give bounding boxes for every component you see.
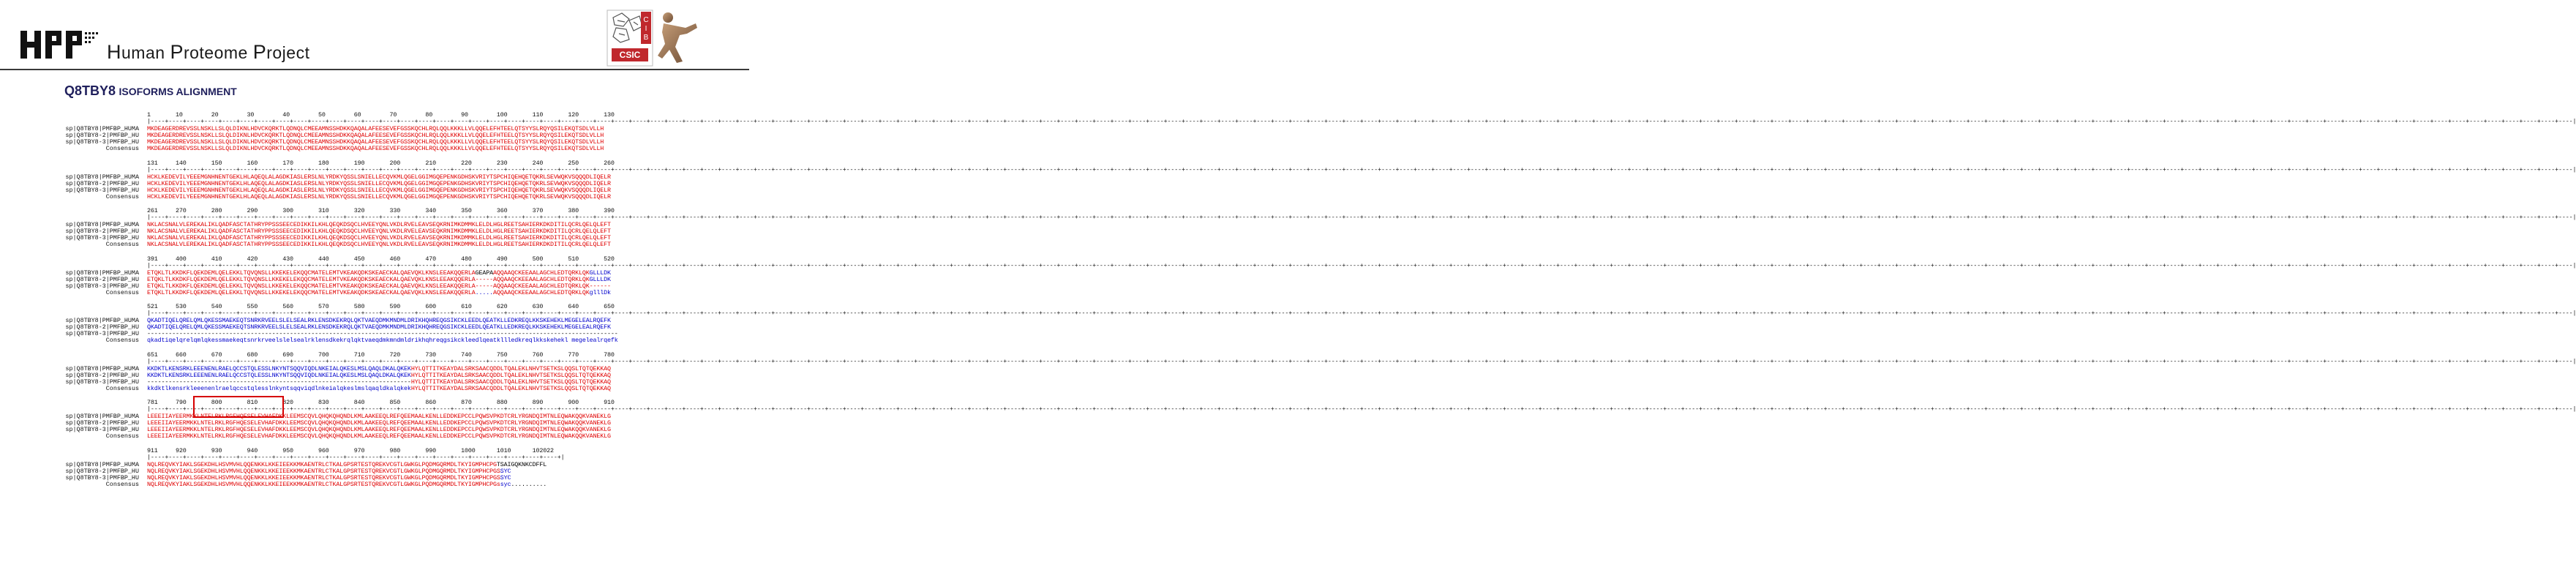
sequence-segment: KKDKTLKENSRKLEEENENLRAELQCCSTQLESSLNKYNTSQQVIQDLNKEIALQKESLMSLQAQLDKALQKEK [147, 371, 411, 379]
sequence-segment: HCKLKEDEVILYEEEMGNHNENTGEKLHLAQEQLALAGDKIASLERSLNLYRDKYQSSLSNIELLECQVKMLQGELGGIMGQEPENKGDHSKVRIYTSPCHIQEHQETQKRLSEVWQKVSQQQDLIQELR [147, 179, 611, 187]
sequence-segment: HYLQTTITKEAYDALSRKSAACQDDLTQALEKLNHVTSETKSLQQSLTQTQEKKAQ [410, 378, 611, 386]
position-ticks: 1 10 20 30 40 50 60 70 80 90 100 110 120 130 [147, 111, 615, 119]
position-ticks: 131 140 150 160 170 180 190 200 210 220 230 240 250 260 [147, 159, 615, 167]
sequence-segment: LEEEIIAYEERMKKLNTELRKLRGFHQESELEVHAFDKKLEEMSCQVLQHQKQHQNDLKMLAAKEEQLREFQEEMAALKENLLEDDKEPCCLPQWSVPKDTCRLYRGNDQIMTNLEQWAKQQKVANEKLG [147, 432, 611, 440]
sequence-segment: kkdktlkensrkleeenenlraelqccstqlesslnkyntsqqviqdlnkeialqkeslmslqaqldkalqkek [147, 384, 411, 392]
sequence-segment: MKDEAGERDREVSSLNSKLLSLQLDIKNLHDVCKQRKTLQDNQLCMEEAMNSSHDKKQAQALAFEESEVEFGSSKQCHLRQLQQLKKKLLVLQQELEFHTEELQTSYYSLRQYQSILEKQTSDLVLLH [147, 132, 604, 139]
sequence-segment: syc [500, 480, 511, 488]
csic-text: CSIC [619, 50, 641, 60]
sequence-segment: NKLACSNALVLEREKALIKLQADFASCTATHRYPPSSSEECEDIKKILKHLQEQKDSQCLHVEEYQNLVKDLRVELEAVSEQKRNIMKDMMKLELDLHGLREETSAHIERKDKDITILQCRLQELQLEFT [147, 234, 611, 241]
alignment-ruler: |----+----+----+----+----+----+----+----+----+----+----+----+----+----+----+----+----+----+----+----+----+----+----+| [147, 453, 565, 461]
alignment-ruler: |----+----+----+----+----+----+----+----+----+----+----+----+----+----+----+----+----+----+----+----+----+----+----+----+----+----+----+----+----+----+----+----+----+----+----+----+----+----+----+----+----+----+----+----+----+----+----+----+----+----+----+----+----+----+----+----+----+----+----+----+----+----+----+----+----+----+----+----+----+----+----+----+----+----+----+----+----+----+----+----+----+----+----+----+----+----+----+----+----+----+----+----+----+----+----+----+----+----+----+----+----+----+----+----+----+----+----+----+----+----+----+----+----+----+----+----+----+----+----+----+----+----+----+----+----+----+----+----+----+----+----+----+----+----+----+----| [147, 261, 2576, 269]
alignment-ruler: |----+----+----+----+----+----+----+----+----+----+----+----+----+----+----+----+----+----+----+----+----+----+----+----+----+----+----+----+----+----+----+----+----+----+----+----+----+----+----+----+----+----+----+----+----+----+----+----+----+----+----+----+----+----+----+----+----+----+----+----+----+----+----+----+----+----+----+----+----+----+----+----+----+----+----+----+----+----+----+----+----+----+----+----+----+----+----+----+----+----+----+----+----+----+----+----+----+----+----+----+----+----+----+----+----+----+----+----+----+----+----+----+----+----+----+----+----+----+----+----+----+----+----+----+----+----+----+----+----+----+----+----+----+----+----+----| [147, 165, 2576, 173]
sequence-name: sp|Q8TBY8|PMFBP_HUMA [65, 269, 139, 277]
sequence-name: sp|Q8TBY8-2|PMFBP_HU [65, 371, 139, 379]
sequence-name: sp|Q8TBY8-2|PMFBP_HU [65, 323, 139, 331]
sequence-segment: NKLACSNALVLEREKALIKLQADFASCTATHRYPPSSSEECEDIKKILKHLQEQKDSQCLHVEEYQNLVKDLRVELEAVSEQKRNIMKDMMKLELDLHGLREETSAHIERKDKDITILQCRLQELQLEFT [147, 241, 611, 248]
sequence-segment: S [496, 473, 500, 482]
position-ticks: 521 530 540 550 560 570 580 590 600 610 620 630 640 650 [147, 303, 615, 310]
consensus-label: Consensus [105, 192, 139, 201]
consensus-label: Consensus [105, 480, 139, 488]
sequence-segment: .......... [511, 480, 547, 488]
sequence-segment: NQLREQVKYIAKLSGEKDHLHSVMVHLQQENKKLKKEIEEKKMKAENTRLCTKALGPSRTESTQREKVCGTLGWKGLPQDMGQRMDLTKYIGMPHCPG [147, 460, 497, 468]
consensus-label: Consensus [105, 384, 139, 392]
position-ticks: 651 660 670 680 690 700 710 720 730 740 750 760 770 780 [147, 351, 615, 359]
cib-letter-c: C [643, 16, 649, 24]
sequence-name: sp|Q8TBY8-3|PMFBP_HU [65, 473, 139, 482]
sequence-segment: qkadtiqelqrelqmlqkessmaekeqtsnrkrveelslelsealrklensdkekrqlqktvaeqdmkmndmldrikhqhreqgsikckleedlqeatkllledkreqlkkskehekl megelealrqefk [147, 337, 618, 344]
sequence-segment: GEAPA [475, 269, 493, 277]
sequence-name: sp|Q8TBY8|PMFBP_HUMA [65, 317, 139, 324]
consensus-label: Consensus [105, 145, 139, 152]
sequence-segment: HCKLKEDEVILYEEEMGNHNENTGEKLHLAQEQLALAGDKIASLERSLNLYRDKYQSSLSNIELLECQVKMLQGELGGIMGQEPENKGDHSKVRIYTSPCHIQEHQETQKRLSEVWQKVSQQQDLIQELR [147, 186, 611, 194]
cib-letter-b: B [643, 34, 649, 42]
highlight-box [193, 396, 284, 418]
sequence-name: sp|Q8TBY8|PMFBP_HUMA [65, 364, 139, 372]
sequence-segment: HYLQTTITKEAYDALSRKSAACQDDLTQALEKLNHVTSETKSLQQSLTQTQEKKAQ [410, 384, 611, 392]
cib-letter-i: I [645, 25, 647, 33]
sequence-name: sp|Q8TBY8-3|PMFBP_HU [65, 330, 139, 337]
sequence-name: sp|Q8TBY8-3|PMFBP_HU [65, 234, 139, 241]
sequence-segment: ETQKLTLKKDKFLQEKDEMLQELEKKLTQVQNSLLKKEKELEKQQCMATELEMTVKEAKQDKSKEAECKALQAEVQKLKNSLEEAKQQERLA [147, 288, 476, 296]
sequence-segment: NQLREQVKYIAKLSGEKDHLHSVMVHLQQENKKLKKEIEEKKMKAENTRLCTKALGPSRTESTQREKVCGTLGWKGLPQDMGQRMDLTKYIGMPHCPG [147, 467, 497, 475]
consensus-sequence [147, 337, 618, 344]
slide-subtitle: ISOFORMS ALIGNMENT [119, 86, 237, 97]
consensus-label: Consensus [105, 337, 139, 344]
sequence-name: sp|Q8TBY8-3|PMFBP_HU [65, 378, 139, 386]
sequence-segment: ETQKLTLKKDKFLQEKDEMLQELEKKLTQVQNSLLKKEKELEKQQCMATELEMTVKEAKQDKSKEAECKALQAEVQKLKNSLEEAKQQERLA-----AQQAAQCKEEAALAGCHLEDTQRKLQK [147, 275, 590, 283]
sequence-name: sp|Q8TBY8|PMFBP_HUMA [65, 221, 139, 228]
sequence-segment: HCKLKEDEVILYEEEMGNHNENTGEKLHLAQEQLALAGDKIASLERSLNLYRDKYQSSLSNIELLECQVKMLQGELGGIMGQEPENKGDHSKVRIYTSPCHIQEHQETQKRLSEVWQKVSQQQDLIQELR [147, 173, 611, 181]
sequence-name: sp|Q8TBY8-2|PMFBP_HU [65, 228, 139, 235]
sequence-segment: HYLQTTITKEAYDALSRKSAACQDDLTQALEKLNHVTSETKSLQQSLTQTQEKKAQ [410, 364, 611, 372]
sequence-segment: NQLREQVKYIAKLSGEKDHLHSVMVHLQQENKKLKKEIEEKKMKAENTRLCTKALGPSRTESTQREKVCGTLGWKGLPQDMGQRMDLTKYIGMPHCPG [147, 480, 497, 488]
position-ticks: 391 400 410 420 430 440 450 460 470 480 490 500 510 520 [147, 255, 615, 263]
sequence-segment: GLLLDK [589, 269, 611, 277]
sequence-segment: s [496, 480, 500, 488]
alignment-ruler: |----+----+----+----+----+----+----+----+----+----+----+----+----+----+----+----+----+----+----+----+----+----+----+----+----+----+----+----+----+----+----+----+----+----+----+----+----+----+----+----+----+----+----+----+----+----+----+----+----+----+----+----+----+----+----+----+----+----+----+----+----+----+----+----+----+----+----+----+----+----+----+----+----+----+----+----+----+----+----+----+----+----+----+----+----+----+----+----+----+----+----+----+----+----+----+----+----+----+----+----+----+----+----+----+----+----+----+----+----+----+----+----+----+----+----+----+----+----+----+----+----+----+----+----+----+----+----+----+----+----+----+----+----+----+----+----| [147, 405, 2576, 413]
consensus-label: Consensus [105, 432, 139, 440]
sequence-segment: AQQAAQCKEEAALAGCHLEDTQRKLQK [492, 269, 590, 277]
sequence-segment: HCKLKEDEVILYEEEMGNHNENTGEKLHLAQEQLALAGDKIASLERSLNLYRDKYQSSLSNIELLECQVKMLQGELGGIMGQEPENKGDHSKVRIYTSPCHIQEHQETQKRLSEVWQKVSQQQDLIQELR [147, 192, 611, 201]
sequence-segment: LEEEIIAYEERMKKLNTELRKLRGFHQESELEVHAFDKKLEEMSCQVLQHQKQHQNDLKMLAAKEEQLREFQEEMAALKENLLEDDKEPCCLPQWSVPKDTCRLYRGNDQIMTNLEQWAKQQKVANEKLG [147, 419, 611, 427]
alignment-ruler: |----+----+----+----+----+----+----+----+----+----+----+----+----+----+----+----+----+----+----+----+----+----+----+----+----+----+----+----+----+----+----+----+----+----+----+----+----+----+----+----+----+----+----+----+----+----+----+----+----+----+----+----+----+----+----+----+----+----+----+----+----+----+----+----+----+----+----+----+----+----+----+----+----+----+----+----+----+----+----+----+----+----+----+----+----+----+----+----+----+----+----+----+----+----+----+----+----+----+----+----+----+----+----+----+----+----+----+----+----+----+----+----+----+----+----+----+----+----+----+----+----+----+----+----+----+----+----+----+----+----+----+----+----+----+----+----| [147, 310, 2576, 317]
sequence-segment: SYC [500, 473, 511, 482]
sequence-segment: AQQAAQCKEEAALAGCHLEDTQRKLQK [492, 288, 590, 296]
sequence-name: sp|Q8TBY8-2|PMFBP_HU [65, 179, 139, 187]
sequence-name: sp|Q8TBY8-2|PMFBP_HU [65, 419, 139, 427]
alignment-ruler: |----+----+----+----+----+----+----+----+----+----+----+----+----+----+----+----+----+----+----+----+----+----+----+----+----+----+----+----+----+----+----+----+----+----+----+----+----+----+----+----+----+----+----+----+----+----+----+----+----+----+----+----+----+----+----+----+----+----+----+----+----+----+----+----+----+----+----+----+----+----+----+----+----+----+----+----+----+----+----+----+----+----+----+----+----+----+----+----+----+----+----+----+----+----+----+----+----+----+----+----+----+----+----+----+----+----+----+----+----+----+----+----+----+----+----+----+----+----+----+----+----+----+----+----+----+----+----+----+----+----+----+----+----+----+----+----| [147, 214, 2576, 221]
sequence-segment: ..... [475, 288, 493, 296]
sequence-name: sp|Q8TBY8|PMFBP_HUMA [65, 125, 139, 132]
sequence-name: sp|Q8TBY8-3|PMFBP_HU [65, 186, 139, 194]
sequence-segment: SYC [500, 467, 511, 475]
consensus-sequence [147, 290, 611, 296]
sequence-segment: -------------------------------------------------------------------------- [147, 378, 411, 386]
consensus-sequence [147, 241, 611, 248]
consensus-sequence [147, 433, 611, 440]
sequence-segment: MKDEAGERDREVSSLNSKLLSLQLDIKNLHDVCKQRKTLQDNQLCMEEAMNSSHDKKQAQALAFEESEVEFGSSKQCHLRQLQQLKKKLLVLQQELEFHTEELQTSYYSLRQYQSILEKQTSDLVLLH [147, 138, 604, 146]
position-ticks: 781 790 800 810 820 830 840 850 860 870 880 890 900 910 [147, 399, 615, 406]
position-ticks: 261 270 280 290 300 310 320 330 340 350 360 370 380 390 [147, 207, 615, 214]
sequence-segment: MKDEAGERDREVSSLNSKLLSLQLDIKNLHDVCKQRKTLQDNQLCMEEAMNSSHDKKQAQALAFEESEVEFGSSKQCHLRQLQQLKKKLLVLQQELEFHTEELQTSYYSLRQYQSILEKQTSDLVLLH [147, 145, 604, 152]
consensus-sequence [147, 386, 611, 392]
sequence-segment: NKLACSNALVLEREKALIKLQADFASCTATHRYPPSSSEECEDIKKILKHLQEQKDSQCLHVEEYQNLVKDLRVELEAVSEQKRNIMKDMMKLELDLHGLREETSAHIERKDKDITILQCRLQELQLEFT [147, 228, 611, 235]
position-tick-extra: 22 [547, 446, 554, 454]
consensus-label: Consensus [105, 241, 139, 248]
sequence-name: sp|Q8TBY8|PMFBP_HUMA [65, 173, 139, 181]
sequence-segment: GLLLDK [589, 275, 611, 283]
alignment-ruler: |----+----+----+----+----+----+----+----+----+----+----+----+----+----+----+----+----+----+----+----+----+----+----+----+----+----+----+----+----+----+----+----+----+----+----+----+----+----+----+----+----+----+----+----+----+----+----+----+----+----+----+----+----+----+----+----+----+----+----+----+----+----+----+----+----+----+----+----+----+----+----+----+----+----+----+----+----+----+----+----+----+----+----+----+----+----+----+----+----+----+----+----+----+----+----+----+----+----+----+----+----+----+----+----+----+----+----+----+----+----+----+----+----+----+----+----+----+----+----+----+----+----+----+----+----+----+----+----+----+----+----+----+----+----+----+----| [147, 118, 2576, 125]
consensus-sequence [147, 194, 611, 201]
sequence-segment: LEEEIIAYEERMKKLNTELRKLRGFHQESELEVHAFDKKLEEMSCQVLQHQKQHQNDLKMLAAKEEQLREFQEEMAALKENLLEDDKEPCCLPQWSVPKDTCRLYRGNDQIMTNLEQWAKQQKVANEKLG [147, 413, 611, 420]
sequence-segment: QKADTIQELQRELQMLQKESSMAEKEQTSNRKRVEELSLELSEALRKLENSDKEKRQLQKTVAEQDMKMNDMLDRIKHQHREQGSIKCKLEEDLQEATKLLEDKREQLKKSKEHEKLMEGELEALRQEFK [147, 317, 611, 324]
sequence-name: sp|Q8TBY8|PMFBP_HUMA [65, 460, 139, 468]
project-title: Human Proteome Project [107, 41, 310, 63]
sequence-name: sp|Q8TBY8-2|PMFBP_HU [65, 275, 139, 283]
sequence-segment: MKDEAGERDREVSSLNSKLLSLQLDIKNLHDVCKQRKTLQDNQLCMEEAMNSSHDKKQAQALAFEESEVEFGSSKQCHLRQLQQLKKKLLVLQQELEFHTEELQTSYYSLRQYQSILEKQTSDLVLLH [147, 125, 604, 132]
consensus-sequence [147, 482, 547, 488]
position-ticks: 911 920 930 940 950 960 970 980 990 1000 1010 102022 [147, 446, 554, 454]
sequence-name: sp|Q8TBY8|PMFBP_HUMA [65, 413, 139, 420]
sequence-segment: HYLQTTITKEAYDALSRKSAACQDDLTQALEKLNHVTSETKSLQQSLTQTQEKKAQ [410, 371, 611, 379]
accession-id: Q8TBY8 [64, 83, 116, 98]
sequence-segment: NQLREQVKYIAKLSGEKDHLHSVMVHLQQENKKLKKEIEEKKMKAENTRLCTKALGPSRTESTQREKVCGTLGWKGLPQDMGQRMDLTKYIGMPHCPG [147, 473, 497, 482]
sequence-segment: TSAIGQKNKCDFFL [496, 460, 547, 468]
sequence-segment: ------------------------------------------------------------------------------------------------------------------------------------ [147, 330, 618, 337]
sequence-segment: LEEEIIAYEERMKKLNTELRKLRGFHQESELEVHAFDKKLEEMSCQVLQHQKQHQNDLKMLAAKEEQLREFQEEMAALKENLLEDDKEPCCLPQWSVPKDTCRLYRGNDQIMTNLEQWAKQQKVANEKLG [147, 426, 611, 433]
sequence-segment: ETQKLTLKKDKFLQEKDEMLQELEKKLTQVQNSLLKKEKELEKQQCMATELEMTVKEAKQDKSKEAECKALQAEVQKLKNSLEEAKQQERLA [147, 269, 476, 277]
sequence-name: sp|Q8TBY8-2|PMFBP_HU [65, 467, 139, 475]
sequence-name: sp|Q8TBY8-3|PMFBP_HU [65, 426, 139, 433]
sequence-segment: NKLACSNALVLEREKALIKLQADFASCTATHRYPPSSSEECEDIKKILKHLQEQKDSQCLHVEEYQNLVKDLRVELEAVSEQKRNIMKDMMKLELDLHGLREETSAHIERKDKDITILQCRLQELQLEFT [147, 221, 611, 228]
sequence-name: sp|Q8TBY8-2|PMFBP_HU [65, 132, 139, 139]
sequence-segment: S [496, 467, 500, 475]
alignment-ruler: |----+----+----+----+----+----+----+----+----+----+----+----+----+----+----+----+----+----+----+----+----+----+----+----+----+----+----+----+----+----+----+----+----+----+----+----+----+----+----+----+----+----+----+----+----+----+----+----+----+----+----+----+----+----+----+----+----+----+----+----+----+----+----+----+----+----+----+----+----+----+----+----+----+----+----+----+----+----+----+----+----+----+----+----+----+----+----+----+----+----+----+----+----+----+----+----+----+----+----+----+----+----+----+----+----+----+----+----+----+----+----+----+----+----+----+----+----+----+----+----+----+----+----+----+----+----+----+----+----+----+----+----+----+----+----+----| [147, 357, 2576, 365]
consensus-sequence [147, 146, 604, 152]
sequence-segment: glllDk [589, 288, 611, 296]
sequence-name: sp|Q8TBY8-3|PMFBP_HU [65, 282, 139, 290]
sequence-segment: KKDKTLKENSRKLEEENENLRAELQCCSTQLESSLNKYNTSQQVIQDLNKEIALQKESLMSLQAQLDKALQKEK [147, 364, 411, 372]
sequence-segment: ETQKLTLKKDKFLQEKDEMLQELEKKLTQVQNSLLKKEKELEKQQCMATELEMTVKEAKQDKSKEAECKALQAEVQKLKNSLEEAKQQERLA-----AQQAAQCKEEAALAGCHLEDTQRKLQK------ [147, 282, 611, 290]
consensus-label: Consensus [105, 288, 139, 296]
sequence-name: sp|Q8TBY8-3|PMFBP_HU [65, 138, 139, 146]
sequence-segment: QKADTIQELQRELQMLQKESSMAEKEQTSNRKRVEELSLELSEALRKLENSDKEKRQLQKTVAEQDMKMNDMLDRIKHQHREQGSIKCKLEEDLQEATKLLEDKREQLKKSKEHEKLMEGELEALRQEFK [147, 323, 611, 331]
